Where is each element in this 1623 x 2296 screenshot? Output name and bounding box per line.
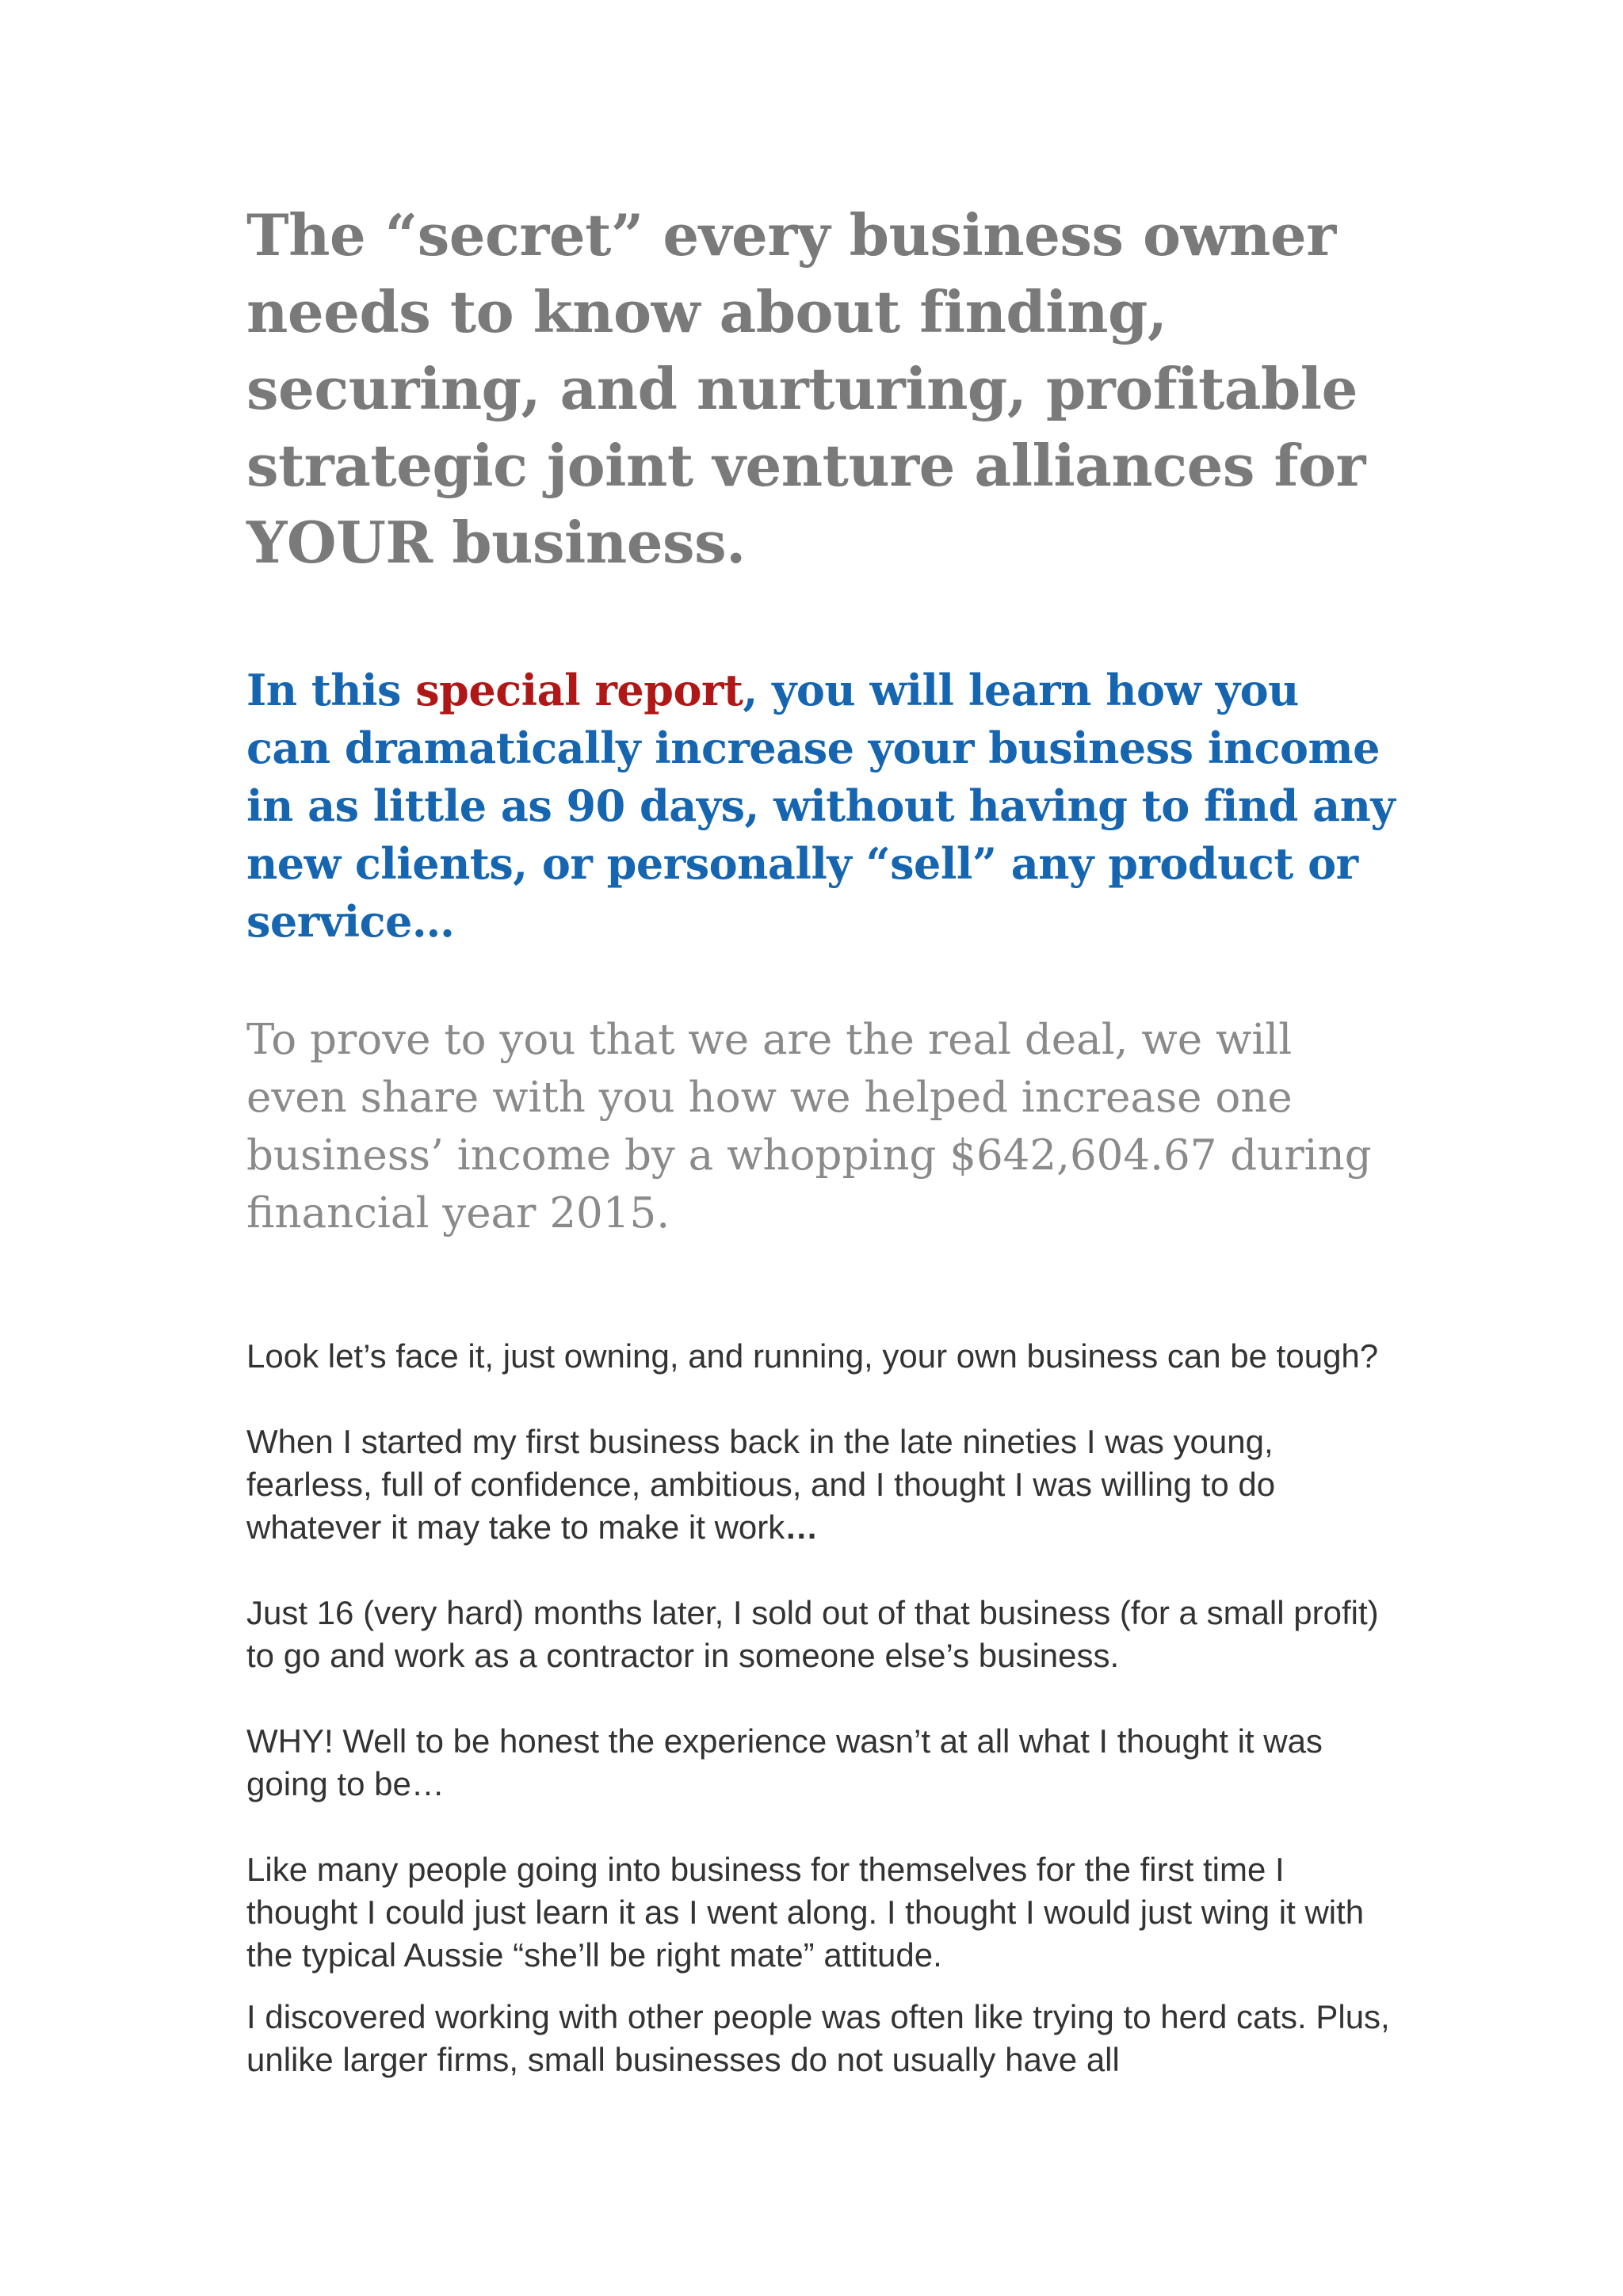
body-paragraph-2 <box>246 1421 1396 1549</box>
document-content <box>246 196 1396 2081</box>
body-paragraph-3: Just 16 (very hard) months later, I sold out of that business (for a small profit) to go and work as a contractor in someone else’s business. <box>246 1594 1379 1674</box>
body-paragraph-1: Look let’s face it, just owning, and running, your own business can be tough? <box>246 1337 1379 1375</box>
body-paragraph-4: WHY! Well to be honest the experience wasn’t at all what I thought it was going to be… <box>246 1722 1323 1802</box>
body-paragraph-2-text: When I started my first business back in the late nineties I was young, fearless, full of confidence, ambitious, and I thought I was willing to do whatever it may take to make it work <box>246 1423 1276 1546</box>
report-subheading <box>246 662 1396 951</box>
subheading-body: , you will learn how you can dramatically increase your business income in as little as 90 days, without having to find any new clients, or personally “sell” any product or service… <box>246 665 1396 947</box>
ellipsis: … <box>785 1508 819 1546</box>
special-report-highlight: special report <box>415 665 743 715</box>
body-paragraph-6: I discovered working with other people was often like trying to herd cats. Plus, unlike larger firms, small businesses do not usually have all <box>246 1998 1390 2078</box>
report-title: The “secret” every business owner needs to know about finding, securing, and nurturing, profitable strategic joint venture alliances for YOUR business. <box>246 201 1365 576</box>
body-paragraph-5: Like many people going into business for themselves for the first time I thought I could just learn it as I went along. I thought I would just wing it with the typical Aussie “she’ll be right mate” attitude. <box>246 1851 1365 1974</box>
subheading-intro: In this <box>246 665 416 715</box>
proof-statement: To prove to you that we are the real deal, we will even share with you how we helped increase one business’ income by a whopping $642,604.67 during financial year 2015. <box>246 1016 1372 1238</box>
